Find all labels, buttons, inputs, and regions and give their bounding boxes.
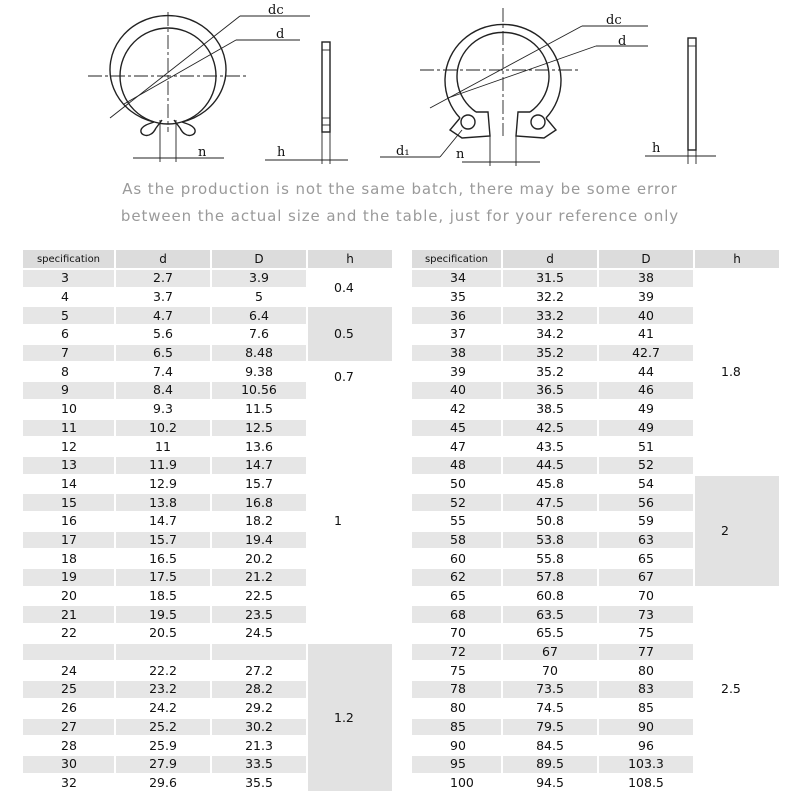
cell-d: 25.2	[115, 718, 211, 737]
right-label-d1: d₁	[396, 144, 410, 159]
cell-specification: 19	[23, 568, 115, 587]
cell-D: 42.7	[598, 344, 694, 363]
cell-d: 55.8	[502, 549, 598, 568]
cell-specification: 90	[412, 736, 502, 755]
cell-d: 14.7	[115, 512, 211, 531]
cell-D: 28.2	[211, 680, 307, 699]
cell-d: 3.7	[115, 288, 211, 307]
cell-D: 70	[598, 587, 694, 606]
right-label-h: h	[652, 141, 661, 156]
cell-d: 34.2	[502, 325, 598, 344]
cell-specification: 6	[23, 325, 115, 344]
cell-d: 18.5	[115, 587, 211, 606]
table-row	[23, 306, 393, 325]
spec-table-right	[412, 250, 781, 793]
header-D: D	[211, 250, 307, 269]
cell-d: 94.5	[502, 774, 598, 793]
cell-D: 20.2	[211, 549, 307, 568]
cell-specification: 10	[23, 400, 115, 419]
cell-d: 33.2	[502, 306, 598, 325]
cell-specification: 58	[412, 531, 502, 550]
cell-d: 43.5	[502, 437, 598, 456]
cell-specification: 80	[412, 699, 502, 718]
cell-D: 49	[598, 400, 694, 419]
cell-d: 17.5	[115, 568, 211, 587]
cell-d: 19.5	[115, 605, 211, 624]
table-row	[412, 475, 780, 494]
right-ring-front-view	[380, 8, 648, 166]
cell-specification: 38	[412, 344, 502, 363]
cell-D: 18.2	[211, 512, 307, 531]
cell-d: 9.3	[115, 400, 211, 419]
cell-d: 42.5	[502, 419, 598, 438]
cell-D: 5	[211, 288, 307, 307]
cell-d: 44.5	[502, 456, 598, 475]
cell-h-group: 0.5	[307, 306, 393, 362]
cell-d: 70	[502, 661, 598, 680]
cell-D: 22.5	[211, 587, 307, 606]
cell-specification: 52	[412, 493, 502, 512]
cell-d: 13.8	[115, 493, 211, 512]
cell-D: 59	[598, 512, 694, 531]
cell-D: 41	[598, 325, 694, 344]
cell-D: 108.5	[598, 774, 694, 793]
cell-d: 50.8	[502, 512, 598, 531]
cell-specification: 85	[412, 718, 502, 737]
cell-specification: 68	[412, 605, 502, 624]
cell-d: 24.2	[115, 699, 211, 718]
right-label-n: n	[456, 147, 465, 162]
cell-D: 67	[598, 568, 694, 587]
cell-h-group: 1.2	[307, 643, 393, 793]
cell-D: 14.7	[211, 456, 307, 475]
cell-specification: 100	[412, 774, 502, 793]
note-line-1: As the production is not the same batch, there may be some error	[122, 180, 678, 198]
cell-specification: 55	[412, 512, 502, 531]
header-d: d	[115, 250, 211, 269]
right-label-dc: dc	[606, 13, 622, 28]
cell-specification: 11	[23, 419, 115, 438]
cell-D: 24.5	[211, 624, 307, 643]
cell-D: 90	[598, 718, 694, 737]
cell-d: 11.9	[115, 456, 211, 475]
cell-D: 75	[598, 624, 694, 643]
cell-specification: 27	[23, 718, 115, 737]
cell-specification: 7	[23, 344, 115, 363]
header-h: h	[307, 250, 393, 269]
cell-D: 23.5	[211, 605, 307, 624]
cell-specification: 25	[23, 680, 115, 699]
header-d: d	[502, 250, 598, 269]
cell-D: 33.5	[211, 755, 307, 774]
cell-specification: 9	[23, 381, 115, 400]
cell-specification: 26	[23, 699, 115, 718]
cell-D: 96	[598, 736, 694, 755]
cell-h-group: 1.8	[694, 269, 780, 475]
cell-d: 63.5	[502, 605, 598, 624]
table-header-row	[23, 250, 393, 269]
cell-specification: 15	[23, 493, 115, 512]
cell-D: 21.3	[211, 736, 307, 755]
cell-specification: 70	[412, 624, 502, 643]
cell-specification: 95	[412, 755, 502, 774]
cell-D: 40	[598, 306, 694, 325]
cell-D: 56	[598, 493, 694, 512]
cell-D: 12.5	[211, 419, 307, 438]
cell-specification: 50	[412, 475, 502, 494]
cell-specification: 47	[412, 437, 502, 456]
header-D: D	[598, 250, 694, 269]
spec-table-left	[23, 250, 394, 793]
cell-specification: 24	[23, 661, 115, 680]
cell-specification: 21	[23, 605, 115, 624]
cell-specification: 78	[412, 680, 502, 699]
cell-h-group: 1	[307, 400, 393, 643]
cell-specification: 35	[412, 288, 502, 307]
cell-specification: 16	[23, 512, 115, 531]
cell-specification: 62	[412, 568, 502, 587]
cell-D: 9.38	[211, 362, 307, 381]
cell-specification: 37	[412, 325, 502, 344]
cell-D: 83	[598, 680, 694, 699]
cell-specification: 36	[412, 306, 502, 325]
cell-specification: 13	[23, 456, 115, 475]
cell-specification: 48	[412, 456, 502, 475]
cell-d: 35.2	[502, 344, 598, 363]
cell-D: 46	[598, 381, 694, 400]
cell-D: 3.9	[211, 269, 307, 288]
cell-d: 6.5	[115, 344, 211, 363]
note-line-2: between the actual size and the table, just for your reference only	[120, 207, 680, 225]
cell-D: 27.2	[211, 661, 307, 680]
cell-D: 103.3	[598, 755, 694, 774]
cell-D: 11.5	[211, 400, 307, 419]
cell-D: 39	[598, 288, 694, 307]
table-row	[23, 362, 393, 381]
cell-specification: 45	[412, 419, 502, 438]
cell-D: 51	[598, 437, 694, 456]
table-header-row	[412, 250, 780, 269]
cell-d: 8.4	[115, 381, 211, 400]
cell-d: 65.5	[502, 624, 598, 643]
table-row	[23, 400, 393, 419]
cell-specification: 60	[412, 549, 502, 568]
cell-D: 15.7	[211, 475, 307, 494]
cell-d: 15.7	[115, 531, 211, 550]
cell-d: 22.2	[115, 661, 211, 680]
cell-D	[211, 643, 307, 662]
cell-d: 12.9	[115, 475, 211, 494]
right-label-d: d	[618, 34, 627, 49]
cell-d: 4.7	[115, 306, 211, 325]
cell-d: 35.2	[502, 362, 598, 381]
cell-D: 80	[598, 661, 694, 680]
cell-D: 6.4	[211, 306, 307, 325]
cell-specification: 39	[412, 362, 502, 381]
cell-specification: 40	[412, 381, 502, 400]
header-specification: specification	[412, 250, 502, 269]
cell-D: 16.8	[211, 493, 307, 512]
cell-specification: 18	[23, 549, 115, 568]
cell-D: 77	[598, 643, 694, 662]
cell-specification: 14	[23, 475, 115, 494]
cell-D: 85	[598, 699, 694, 718]
cell-specification: 22	[23, 624, 115, 643]
cell-d: 5.6	[115, 325, 211, 344]
cell-d: 32.2	[502, 288, 598, 307]
cell-specification: 4	[23, 288, 115, 307]
cell-D: 44	[598, 362, 694, 381]
cell-d: 20.5	[115, 624, 211, 643]
cell-d: 31.5	[502, 269, 598, 288]
left-label-n: n	[198, 145, 207, 160]
cell-D: 38	[598, 269, 694, 288]
cell-d: 2.7	[115, 269, 211, 288]
cell-D: 10.56	[211, 381, 307, 400]
cell-h-group: 0.7	[307, 362, 393, 399]
cell-specification: 20	[23, 587, 115, 606]
cell-d: 29.6	[115, 774, 211, 793]
left-label-d: d	[276, 27, 285, 42]
cell-specification: 8	[23, 362, 115, 381]
cell-d: 36.5	[502, 381, 598, 400]
cell-d: 67	[502, 643, 598, 662]
cell-d: 38.5	[502, 400, 598, 419]
cell-specification: 34	[412, 269, 502, 288]
cell-d: 27.9	[115, 755, 211, 774]
cell-D: 54	[598, 475, 694, 494]
cell-d: 25.9	[115, 736, 211, 755]
cell-d: 16.5	[115, 549, 211, 568]
left-label-dc: dc	[268, 3, 284, 18]
cell-d: 45.8	[502, 475, 598, 494]
cell-specification: 30	[23, 755, 115, 774]
cell-specification: 72	[412, 643, 502, 662]
table-row	[23, 643, 393, 662]
cell-d: 53.8	[502, 531, 598, 550]
table-row	[23, 269, 393, 288]
cell-specification: 75	[412, 661, 502, 680]
cell-D: 49	[598, 419, 694, 438]
cell-d: 10.2	[115, 419, 211, 438]
header-h: h	[694, 250, 780, 269]
cell-d: 73.5	[502, 680, 598, 699]
cell-D: 21.2	[211, 568, 307, 587]
cell-D: 65	[598, 549, 694, 568]
cell-D: 8.48	[211, 344, 307, 363]
cell-specification	[23, 643, 115, 662]
cell-d	[115, 643, 211, 662]
cell-D: 19.4	[211, 531, 307, 550]
header-specification: specification	[23, 250, 115, 269]
cell-h-group: 2.5	[694, 587, 780, 793]
cell-D: 13.6	[211, 437, 307, 456]
cell-D: 7.6	[211, 325, 307, 344]
cell-d: 84.5	[502, 736, 598, 755]
cell-D: 29.2	[211, 699, 307, 718]
cell-d: 74.5	[502, 699, 598, 718]
cell-specification: 17	[23, 531, 115, 550]
cell-d: 47.5	[502, 493, 598, 512]
cell-specification: 28	[23, 736, 115, 755]
cell-d: 7.4	[115, 362, 211, 381]
left-label-h: h	[277, 145, 286, 160]
cell-specification: 12	[23, 437, 115, 456]
cell-d: 11	[115, 437, 211, 456]
circlip-drawings	[0, 0, 800, 175]
cell-d: 23.2	[115, 680, 211, 699]
cell-h-group: 0.4	[307, 269, 393, 306]
cell-D: 35.5	[211, 774, 307, 793]
cell-specification: 65	[412, 587, 502, 606]
table-row	[412, 269, 780, 288]
cell-specification: 32	[23, 774, 115, 793]
cell-d: 57.8	[502, 568, 598, 587]
cell-specification: 5	[23, 306, 115, 325]
cell-D: 52	[598, 456, 694, 475]
cell-specification: 42	[412, 400, 502, 419]
cell-D: 30.2	[211, 718, 307, 737]
table-row	[412, 587, 780, 606]
cell-d: 79.5	[502, 718, 598, 737]
cell-d: 60.8	[502, 587, 598, 606]
cell-h-group: 2	[694, 475, 780, 587]
cell-d: 89.5	[502, 755, 598, 774]
cell-D: 63	[598, 531, 694, 550]
cell-D: 73	[598, 605, 694, 624]
cell-specification: 3	[23, 269, 115, 288]
